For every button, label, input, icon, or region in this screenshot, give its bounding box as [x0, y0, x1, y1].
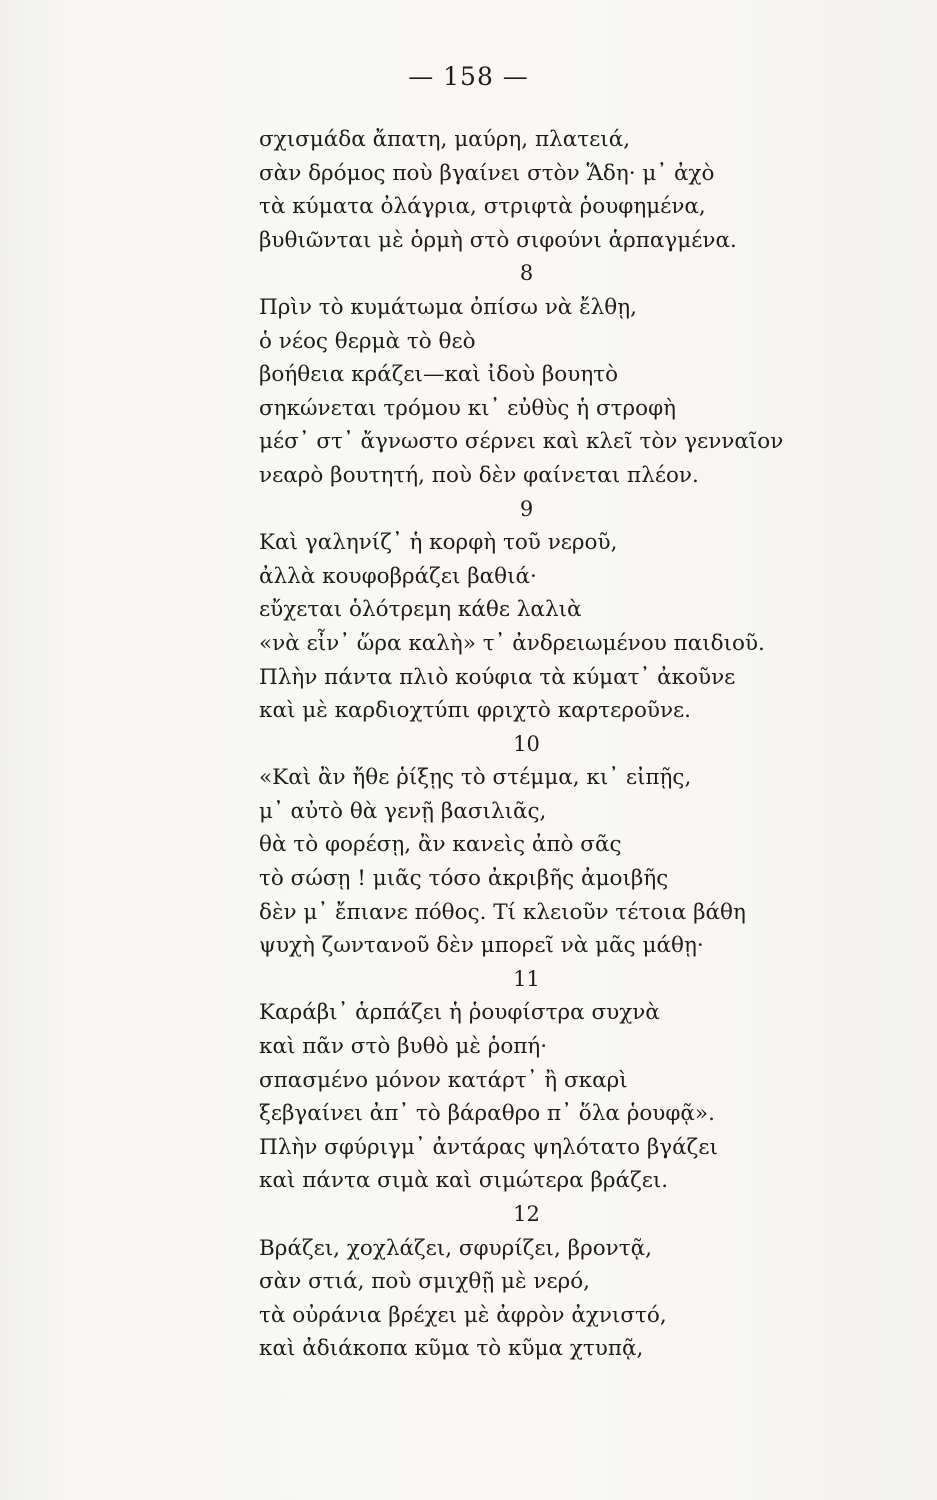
poem-line: νεαρὸ βουτητή, ποὺ δὲν φαίνεται πλέον. [259, 462, 699, 488]
poem-line: Καὶ γαληνίζ᾽ ἡ κορφὴ τοῦ νεροῦ, [259, 530, 618, 556]
poem-line: καὶ πάντα σιμὰ καὶ σιμώτερα βράζει. [259, 1168, 669, 1194]
poem-line: ὁ νέος θερμὰ τὸ θεὸ [259, 328, 476, 354]
poem-line: βοήθεια κράζει—καὶ ἰδοὺ βουητὸ [259, 362, 619, 388]
poem-text [259, 123, 859, 1366]
poem-line: εὔχεται ὁλότρεμη κάθε λαλιὰ [259, 597, 582, 623]
poem-line: βυθιῶνται μὲ ὁρμὴ στὸ σιφούνι ἁρπαγμένα. [259, 227, 737, 253]
poem-line: Βράζει, χοχλάζει, σφυρίζει, βροντᾷ, [259, 1235, 652, 1261]
poem-line: τὸ σώσῃ ! μιᾶς τόσο ἀκριβῆς ἀμοιβῆς [259, 866, 669, 892]
poem-line: σὰν δρόμος ποὺ βγαίνει στὸν Ἅδη· μ᾽ ἀχὸ [259, 160, 715, 186]
poem-line: σχισμάδα ἄπατη, μαύρη, πλατειά, [259, 127, 631, 152]
poem-line: σηκώνεται τρόμου κι᾽ εὐθὺς ἡ στροφὴ [259, 395, 677, 421]
poem-line: σπασμένο μόνον κατάρτ᾽ ἢ σκαρὶ [259, 1067, 628, 1093]
poem-line: μέσ᾽ στ᾽ ἄγνωστο σέρνει καὶ κλεῖ τὸν γενναῖον [259, 429, 784, 455]
poem-line: καὶ μὲ καρδιοχτύπι φριχτὸ καρτεροῦνε. [259, 698, 692, 724]
poem-line: Πλὴν πάντα πλιὸ κούφια τὰ κύματ᾽ ἀκοῦνε [259, 664, 736, 690]
poem-line: θὰ τὸ φορέσῃ, ἂν κανεὶς ἀπὸ σᾶς [259, 832, 622, 858]
stanza-number: 10 [513, 731, 540, 756]
poem-line: καὶ πᾶν στὸ βυθὸ μὲ ῥοπή· [259, 1034, 548, 1060]
poem-line: Πρὶν τὸ κυμάτωμα ὀπίσω νὰ ἔλθῃ, [259, 294, 637, 320]
stanza-number: 8 [519, 261, 534, 286]
stanza-number: 12 [513, 1202, 540, 1226]
poem-line: ἀλλὰ κουφοβράζει βαθιά· [259, 563, 537, 589]
poem-line: μ᾽ αὐτὸ θὰ γενῇ βασιλιᾶς, [259, 798, 547, 824]
poem-line: «νὰ εἶν᾽ ὥρα καλὴ» τ᾽ ἀνδρειωμένου παιδιοῦ. [259, 630, 765, 656]
poem-line: τὰ οὐράνια βρέχει μὲ ἀφρὸν ἀχνιστό, [259, 1302, 667, 1328]
poem-line: δὲν μ᾽ ἔπιανε πόθος. Τί κλειοῦν τέτοια βάθη [259, 899, 746, 925]
stanza-number: 9 [519, 496, 534, 521]
poem-line: τὰ κύματα ὀλάγρια, στριφτὰ ῥουφημένα, [259, 194, 706, 220]
stanza-number: 11 [513, 966, 540, 991]
poem-line: Πλὴν σφύριγμ᾽ ἀντάρας ψηλότατο βγάζει [259, 1134, 718, 1160]
poem-line: σὰν στιά, ποὺ σμιχθῇ μὲ νερό, [259, 1269, 591, 1295]
poem-line: ψυχὴ ζωντανοῦ δὲν μπορεῖ νὰ μᾶς μάθῃ· [259, 933, 704, 959]
poem-line: «Καὶ ἂν ἤθε ῥίξῃς τὸ στέμμα, κι᾽ εἰπῇς, [259, 765, 692, 791]
poem-line: Καράβι᾽ ἁρπάζει ἡ ῥουφίστρα συχνὰ [259, 1000, 660, 1026]
poem-line: καὶ ἀδιάκοπα κῦμα τὸ κῦμα χτυπᾷ, [259, 1336, 644, 1362]
page-number: — 158 — [408, 62, 529, 91]
poem-line: ξεβγαίνει ἀπ᾽ τὸ βάραθρο π᾽ ὅλα ῥουφᾷ». [259, 1101, 715, 1127]
